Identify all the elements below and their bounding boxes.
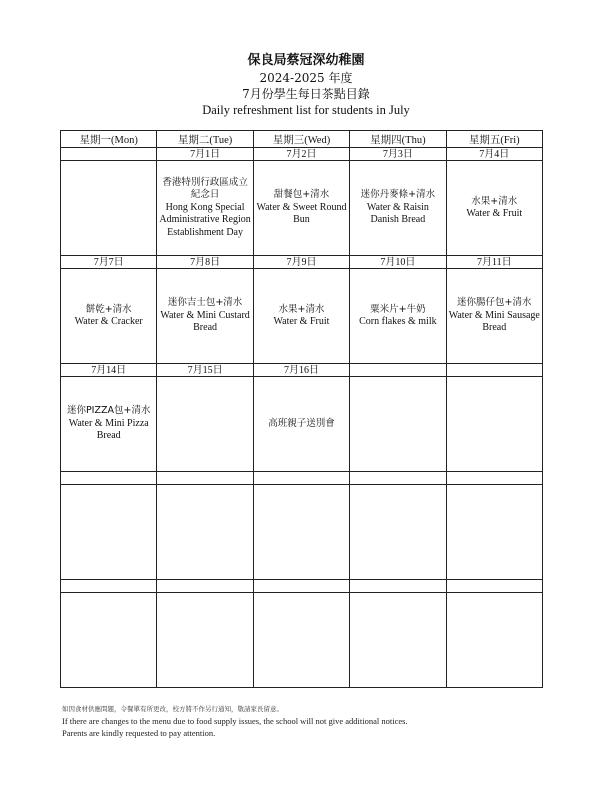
weekday-header-row — [61, 131, 543, 148]
menu-title-chinese: 7月份學生每日茶點目錄 — [242, 87, 370, 101]
item-chinese: 迷你吉士包+清水 — [167, 297, 243, 309]
item-cell-wed — [253, 269, 349, 364]
item-cell-wed — [253, 161, 349, 256]
date-cell-thu — [350, 472, 446, 485]
item-chinese: 水果+清水 — [471, 195, 518, 207]
item-row — [61, 161, 543, 256]
school-year: 2024-2025 年度 — [259, 71, 353, 85]
item-cell-thu — [350, 269, 446, 364]
date-row — [61, 472, 543, 485]
date-cell-mon: 7月14日 — [61, 364, 157, 377]
item-row — [61, 269, 543, 364]
date-cell-fri — [446, 580, 542, 593]
item-cell-thu — [350, 377, 446, 472]
item-english: Water & Fruit — [466, 208, 523, 219]
item-chinese: 粟米片+牛奶 — [370, 303, 426, 315]
date-cell-fri: 7月11日 — [446, 256, 542, 269]
date-cell-thu: 7月3日 — [350, 148, 446, 161]
date-row — [61, 364, 543, 377]
item-english: Water & Mini Custard Bread — [160, 309, 250, 334]
item-cell-wed — [253, 593, 349, 688]
weekday-thu: 星期四(Thu) — [350, 131, 446, 148]
date-cell-mon — [61, 148, 157, 161]
item-english: Hong Kong Special Administrative Region Establishment Day — [159, 201, 251, 238]
item-chinese: 甜餐包+清水 — [273, 189, 330, 201]
item-cell-mon — [61, 593, 157, 688]
date-cell-mon — [61, 472, 157, 485]
weekday-fri: 星期五(Fri) — [446, 131, 542, 148]
weekday-tue: 星期二(Tue) — [157, 131, 253, 148]
item-cell-fri — [446, 593, 542, 688]
item-chinese: 香港特別行政區成立紀念日 — [162, 176, 248, 201]
date-row — [61, 580, 543, 593]
item-english: Water & Cracker — [74, 316, 143, 327]
item-row — [61, 377, 543, 472]
item-cell-fri — [446, 161, 542, 256]
date-cell-tue — [157, 472, 253, 485]
item-chinese: 迷你腸仔包+清水 — [457, 297, 532, 309]
date-cell-wed: 7月2日 — [253, 148, 349, 161]
item-cell-mon — [61, 377, 157, 472]
date-cell-fri — [446, 364, 542, 377]
item-cell-tue — [157, 377, 253, 472]
weekday-wed: 星期三(Wed) — [253, 131, 349, 148]
date-cell-thu — [350, 580, 446, 593]
date-cell-fri — [446, 472, 542, 485]
item-cell-fri — [446, 377, 542, 472]
item-chinese: 餅乾+清水 — [85, 303, 132, 315]
item-chinese: 迷你PIZZA包+清水 — [66, 405, 151, 417]
date-cell-thu: 7月10日 — [350, 256, 446, 269]
menu-title-english: Daily refreshment list for students in July — [202, 103, 410, 117]
date-cell-mon — [61, 580, 157, 593]
menu-body — [61, 148, 543, 688]
date-cell-tue: 7月1日 — [157, 148, 253, 161]
item-cell-thu — [350, 593, 446, 688]
date-cell-wed — [253, 472, 349, 485]
item-chinese: 水果+清水 — [278, 303, 325, 315]
item-english: Water & Mini Sausage Bread — [448, 309, 540, 334]
date-cell-wed: 7月16日 — [253, 364, 349, 377]
date-row — [61, 256, 543, 269]
item-english: Water & Fruit — [273, 316, 330, 327]
date-cell-thu — [350, 364, 446, 377]
item-chinese: 迷你丹麥條+清水 — [360, 189, 436, 201]
date-cell-tue: 7月8日 — [157, 256, 253, 269]
school-name: 保良局蔡冠深幼稚園 — [247, 53, 365, 68]
date-cell-wed: 7月9日 — [253, 256, 349, 269]
note-english-1: If there are changes to the menu due to food supply issues, the school will not give additional notices. — [62, 716, 408, 726]
date-row — [61, 148, 543, 161]
item-english: Water & Raisin Danish Bread — [366, 201, 429, 226]
date-cell-wed — [253, 580, 349, 593]
date-cell-mon: 7月7日 — [61, 256, 157, 269]
note-english-2: Parents are kindly requested to pay attention. — [62, 728, 216, 738]
item-cell-thu — [350, 485, 446, 580]
item-chinese: 高班親子送別會 — [268, 417, 335, 429]
footer-notes — [62, 703, 562, 739]
refreshment-table — [60, 130, 543, 688]
item-cell-fri — [446, 485, 542, 580]
document-header — [0, 52, 612, 118]
item-cell-wed — [253, 485, 349, 580]
note-chinese: 如因食材供應問題，令餐單有所更改，校方將不作另行通知，敬請家長留意。 — [62, 705, 283, 713]
date-cell-tue: 7月15日 — [157, 364, 253, 377]
item-cell-wed — [253, 377, 349, 472]
item-cell-mon — [61, 161, 157, 256]
item-row — [61, 485, 543, 580]
weekday-mon: 星期一(Mon) — [61, 131, 157, 148]
item-cell-tue — [157, 593, 253, 688]
date-cell-tue — [157, 580, 253, 593]
item-english: Water & Sweet Round Bun — [256, 201, 347, 226]
item-english: Water & Mini Pizza Bread — [68, 417, 149, 442]
item-cell-tue — [157, 161, 253, 256]
item-cell-fri — [446, 269, 542, 364]
item-cell-tue — [157, 485, 253, 580]
item-cell-tue — [157, 269, 253, 364]
item-cell-thu — [350, 161, 446, 256]
item-cell-mon — [61, 485, 157, 580]
item-cell-mon — [61, 269, 157, 364]
item-row — [61, 593, 543, 688]
date-cell-fri: 7月4日 — [446, 148, 542, 161]
item-english: Corn flakes & milk — [359, 316, 437, 327]
